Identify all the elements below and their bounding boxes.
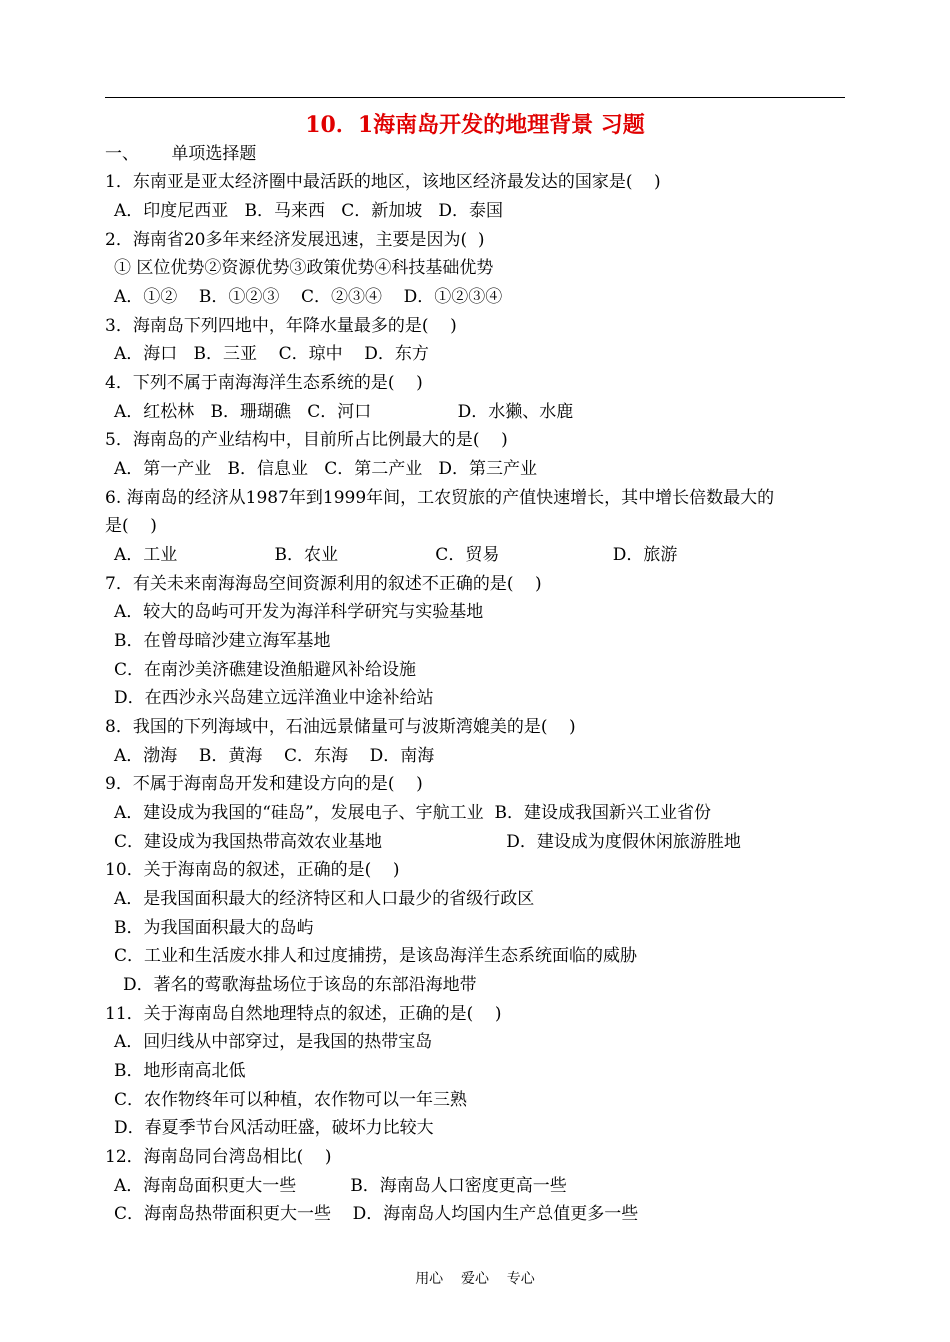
- q2-statements: ① 区位优势②资源优势③政策优势④科技基础优势: [114, 258, 494, 278]
- q10-option-b: B．为我国面积最大的岛屿: [114, 918, 314, 938]
- section-heading: 一、 单项选择题: [105, 144, 257, 164]
- q8-options: A．渤海 B．黄海 C．东海 D．南海: [114, 746, 435, 766]
- q11-option-a: A．回归线从中部穿过，是我国的热带宝岛: [114, 1032, 433, 1052]
- q11-option-d: D．春夏季节台风活动旺盛，破坏力比较大: [114, 1118, 434, 1138]
- question-3: 3．海南岛下列四地中，年降水量最多的是( ): [105, 316, 457, 336]
- question-6-cont: 是( ): [105, 516, 157, 536]
- q11-option-c: C．农作物终年可以种植，农作物可以一年三熟: [114, 1090, 468, 1110]
- q4-options: A．红松林 B．珊瑚礁 C．河口 D．水獭、水鹿: [114, 402, 574, 422]
- question-5: 5．海南岛的产业结构中，目前所占比例最大的是( ): [105, 430, 508, 450]
- q10-option-a: A．是我国面积最大的经济特区和人口最少的省级行政区: [114, 889, 535, 909]
- question-11: 11．关于海南岛自然地理特点的叙述，正确的是( ): [105, 1004, 502, 1024]
- question-10: 10．关于海南岛的叙述，正确的是( ): [105, 860, 400, 880]
- q11-option-b: B．地形南高北低: [114, 1061, 246, 1081]
- q10-option-c: C．工业和生活废水排人和过度捕捞，是该岛海洋生态系统面临的威胁: [114, 946, 638, 966]
- question-9: 9．不属于海南岛开发和建设方向的是( ): [105, 774, 423, 794]
- question-1: 1．东南亚是亚太经济圈中最活跃的地区，该地区经济最发达的国家是( ): [105, 172, 661, 192]
- q7-option-b: B．在曾母暗沙建立海军基地: [114, 631, 331, 651]
- q10-option-d: D．著名的莺歌海盐场位于该岛的东部沿海地带: [123, 975, 477, 995]
- q9-options-ab: A．建设成为我国的“硅岛”，发展电子、宇航工业 B．建设成我国新兴工业省份: [114, 803, 711, 823]
- question-7: 7．有关未来南海海岛空间资源利用的叙述不正确的是( ): [105, 574, 542, 594]
- q1-options: A．印度尼西亚 B．马来西 C．新加坡 D．泰国: [114, 201, 504, 221]
- q6-options: A．工业 B．农业 C．贸易 D．旅游: [114, 545, 678, 565]
- question-12: 12．海南岛同台湾岛相比( ): [105, 1147, 332, 1167]
- q5-options: A．第一产业 B．信息业 C．第二产业 D．第三产业: [114, 459, 538, 479]
- q3-options: A．海口 B．三亚 C．琼中 D．东方: [114, 344, 429, 364]
- page-footer: 用心 爱心 专心: [415, 1271, 535, 1287]
- q9-options-cd: C．建设成为我国热带高效农业基地 D．建设成为度假休闲旅游胜地: [114, 832, 741, 852]
- question-4: 4．下列不属于南海海洋生态系统的是( ): [105, 373, 423, 393]
- question-8: 8．我国的下列海域中，石油远景储量可与波斯湾媲美的是( ): [105, 717, 576, 737]
- question-2: 2．海南省20多年来经济发展迅速，主要是因为( ): [105, 230, 485, 250]
- q7-option-d: D．在西沙永兴岛建立远洋渔业中途补给站: [114, 688, 434, 708]
- q12-options-cd: C．海南岛热带面积更大一些 D．海南岛人均国内生产总值更多一些: [114, 1204, 639, 1224]
- page-title: 10．1海南岛开发的地理背景 习题: [305, 112, 645, 138]
- header-rule: [105, 97, 845, 98]
- q7-option-a: A．较大的岛屿可开发为海洋科学研究与实验基地: [114, 602, 484, 622]
- q12-options-ab: A．海南岛面积更大一些 B．海南岛人口密度更高一些: [114, 1176, 567, 1196]
- q2-options: A．①② B．①②③ C．②③④ D．①②③④: [114, 287, 503, 307]
- q7-option-c: C．在南沙美济礁建设渔船避风补给设施: [114, 660, 417, 680]
- question-6: 6. 海南岛的经济从1987年到1999年间，工农贸旅的产值快速增长，其中增长倍数最大的: [105, 488, 775, 508]
